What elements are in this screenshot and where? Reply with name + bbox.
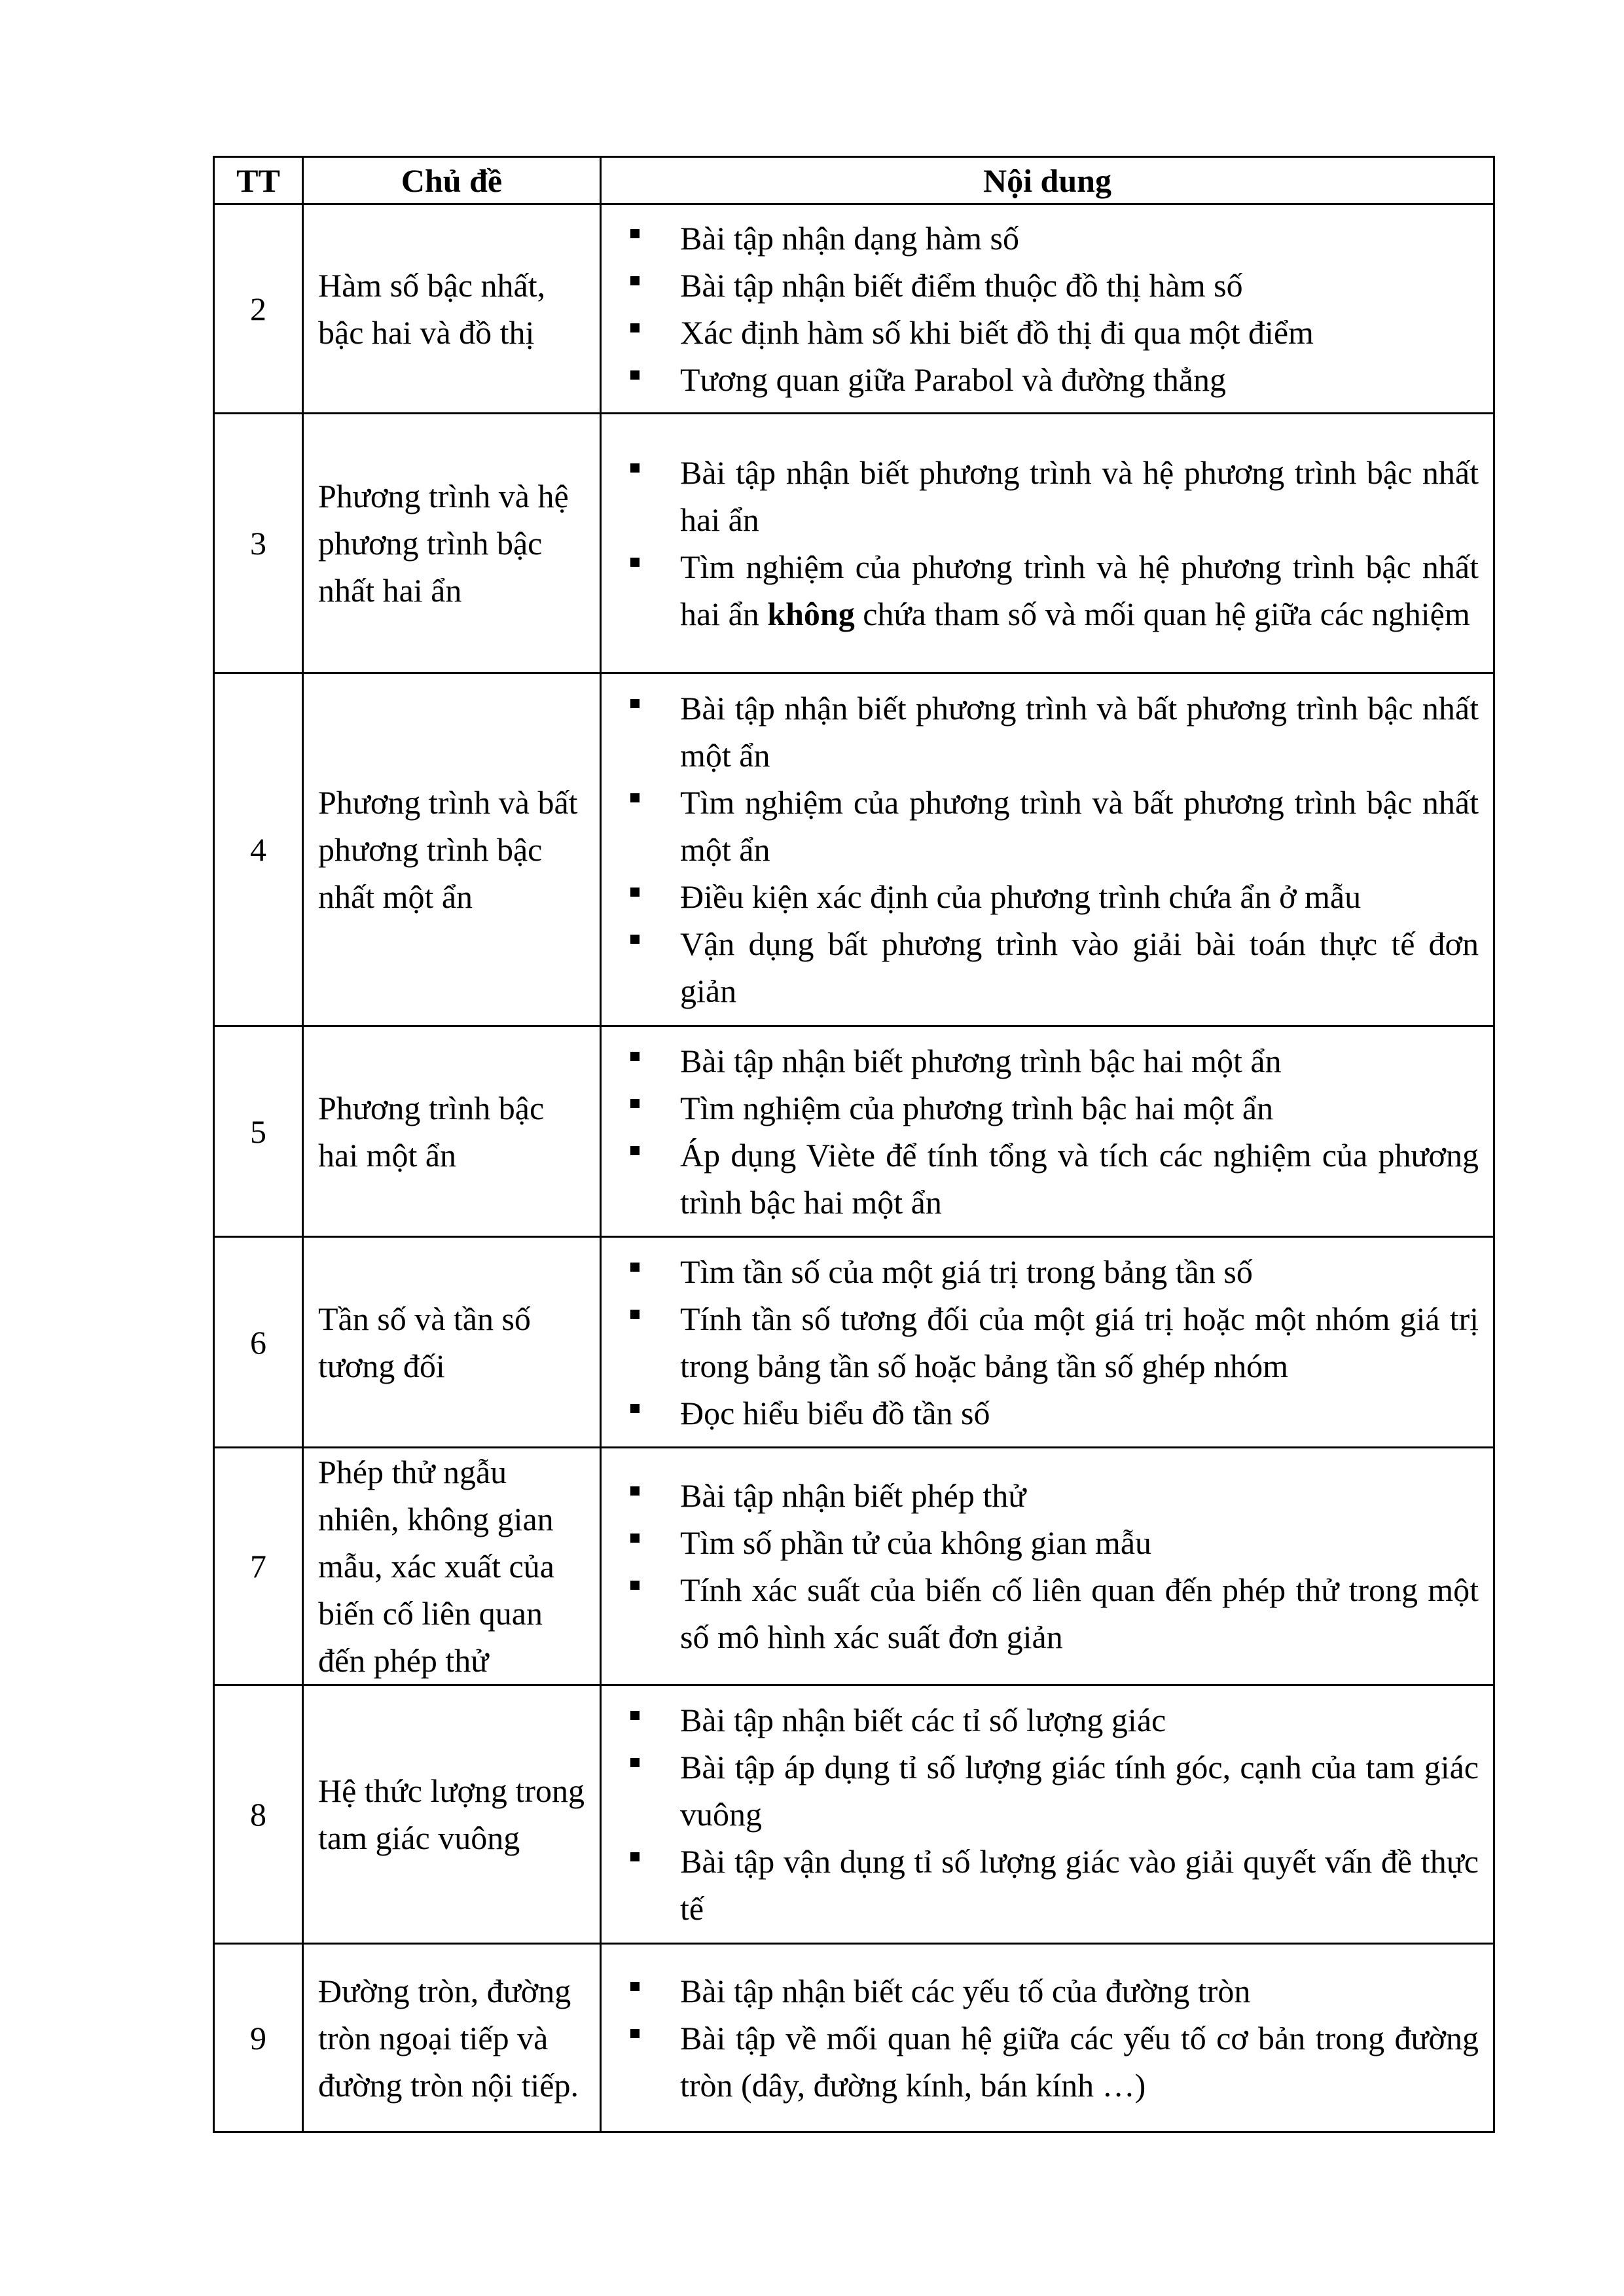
bullet-square-icon [630, 229, 640, 238]
topics-table [213, 156, 1495, 2133]
bullet-square-icon [630, 463, 640, 473]
bullet-square-icon [630, 1146, 640, 1155]
row-content [601, 1944, 1494, 2132]
table-row [214, 1448, 1494, 1685]
list-item: Tìm nghiệm của phương trình bậc hai một ẩn [615, 1085, 1479, 1132]
table-row [214, 1237, 1494, 1448]
row-number: 7 [214, 1448, 303, 1685]
header-row [214, 157, 1494, 204]
table-row [214, 1685, 1494, 1944]
bullet-square-icon [630, 323, 640, 332]
row-number: 2 [214, 204, 303, 414]
list-item: Bài tập áp dụng tỉ số lượng giác tính góc, cạnh của tam giác vuông [615, 1744, 1479, 1838]
bullet-square-icon [630, 1263, 640, 1272]
bullet-square-icon [630, 558, 640, 567]
list-item: Điều kiện xác định của phương trình chứa ẩn ở mẫu [615, 873, 1479, 920]
table-row [214, 1026, 1494, 1237]
row-topic: Hàm số bậc nhất, bậc hai và đồ thị [303, 204, 601, 414]
bullet-square-icon [630, 1486, 640, 1496]
bullet-square-icon [630, 276, 640, 285]
list-item: Tìm số phần tử của không gian mẫu [615, 1519, 1479, 1566]
list-item: Tương quan giữa Parabol và đường thẳng [615, 356, 1479, 403]
row-content [601, 1685, 1494, 1944]
row-content [601, 204, 1494, 414]
list-item: Bài tập nhận biết các tỉ số lượng giác [615, 1696, 1479, 1744]
row-content [601, 673, 1494, 1026]
list-item: Bài tập nhận biết phương trình và bất phương trình bậc nhất một ẩn [615, 685, 1479, 779]
list-item: Vận dụng bất phương trình vào giải bài toán thực tế đơn giản [615, 920, 1479, 1014]
row-content [601, 1026, 1494, 1237]
list-item: Tính tần số tương đối của một giá trị hoặc một nhóm giá trị trong bảng tần số hoặc bảng tần số ghép nhóm [615, 1295, 1479, 1390]
bullet-square-icon [630, 1581, 640, 1590]
row-content [601, 1448, 1494, 1685]
row-number: 8 [214, 1685, 303, 1944]
bullet-square-icon [630, 1982, 640, 1991]
bullet-square-icon [630, 1711, 640, 1720]
row-number: 6 [214, 1237, 303, 1448]
list-item: Tìm nghiệm của phương trình và hệ phương trình bậc nhất hai ẩn không chứa tham số và mối quan hệ giữa các nghiệm [615, 543, 1479, 637]
bullet-square-icon [630, 1052, 640, 1061]
table-row [214, 673, 1494, 1026]
emphasis-text: không [767, 596, 855, 632]
row-content [601, 1237, 1494, 1448]
list-item: Bài tập vận dụng tỉ số lượng giác vào giải quyết vấn đề thực tế [615, 1838, 1479, 1932]
list-item: Bài tập về mối quan hệ giữa các yếu tố cơ bản trong đường tròn (dây, đường kính, bán kính …) [615, 2015, 1479, 2109]
list-item: Bài tập nhận biết phép thử [615, 1472, 1479, 1519]
bullet-square-icon [630, 888, 640, 897]
row-topic: Phương trình bậc hai một ẩn [303, 1026, 601, 1237]
row-topic: Đường tròn, đường tròn ngoại tiếp và đường tròn nội tiếp. [303, 1944, 601, 2132]
list-item: Tính xác suất của biến cố liên quan đến phép thử trong một số mô hình xác suất đơn giản [615, 1566, 1479, 1660]
row-topic: Phép thử ngẫu nhiên, không gian mẫu, xác xuất của biến cố liên quan đến phép thử [303, 1448, 601, 1685]
bullet-square-icon [630, 793, 640, 802]
header-topic: Chủ đề [303, 157, 601, 204]
bullet-square-icon [630, 1310, 640, 1319]
list-item: Áp dụng Viète để tính tổng và tích các nghiệm của phương trình bậc hai một ẩn [615, 1132, 1479, 1226]
table-row [214, 1944, 1494, 2132]
bullet-square-icon [630, 370, 640, 380]
header-tt: TT [214, 157, 303, 204]
list-item: Bài tập nhận biết phương trình và hệ phương trình bậc nhất hai ẩn [615, 449, 1479, 543]
list-item: Bài tập nhận dạng hàm số [615, 215, 1479, 262]
table-row [214, 414, 1494, 673]
row-number: 9 [214, 1944, 303, 2132]
table-row [214, 204, 1494, 414]
row-number: 4 [214, 673, 303, 1026]
row-topic: Phương trình và bất phương trình bậc nhất một ẩn [303, 673, 601, 1026]
list-item: Bài tập nhận biết các yếu tố của đường tròn [615, 1967, 1479, 2015]
list-item: Tìm nghiệm của phương trình và bất phương trình bậc nhất một ẩn [615, 779, 1479, 873]
bullet-square-icon [630, 1852, 640, 1861]
list-item: Đọc hiểu biểu đồ tần số [615, 1390, 1479, 1437]
bullet-square-icon [630, 699, 640, 708]
list-item: Tìm tần số của một giá trị trong bảng tần số [615, 1248, 1479, 1295]
list-item: Bài tập nhận biết phương trình bậc hai một ẩn [615, 1037, 1479, 1085]
list-item: Bài tập nhận biết điểm thuộc đồ thị hàm số [615, 262, 1479, 309]
bullet-square-icon [630, 1099, 640, 1108]
row-topic: Tần số và tần số tương đối [303, 1237, 601, 1448]
row-number: 3 [214, 414, 303, 673]
row-number: 5 [214, 1026, 303, 1237]
bullet-square-icon [630, 2029, 640, 2038]
row-topic: Phương trình và hệ phương trình bậc nhất hai ẩn [303, 414, 601, 673]
bullet-square-icon [630, 1404, 640, 1413]
bullet-square-icon [630, 1758, 640, 1767]
header-content: Nội dung [601, 157, 1494, 204]
row-content [601, 414, 1494, 673]
bullet-square-icon [630, 1534, 640, 1543]
row-topic: Hệ thức lượng trong tam giác vuông [303, 1685, 601, 1944]
bullet-square-icon [630, 935, 640, 944]
list-item: Xác định hàm số khi biết đồ thị đi qua một điểm [615, 309, 1479, 356]
